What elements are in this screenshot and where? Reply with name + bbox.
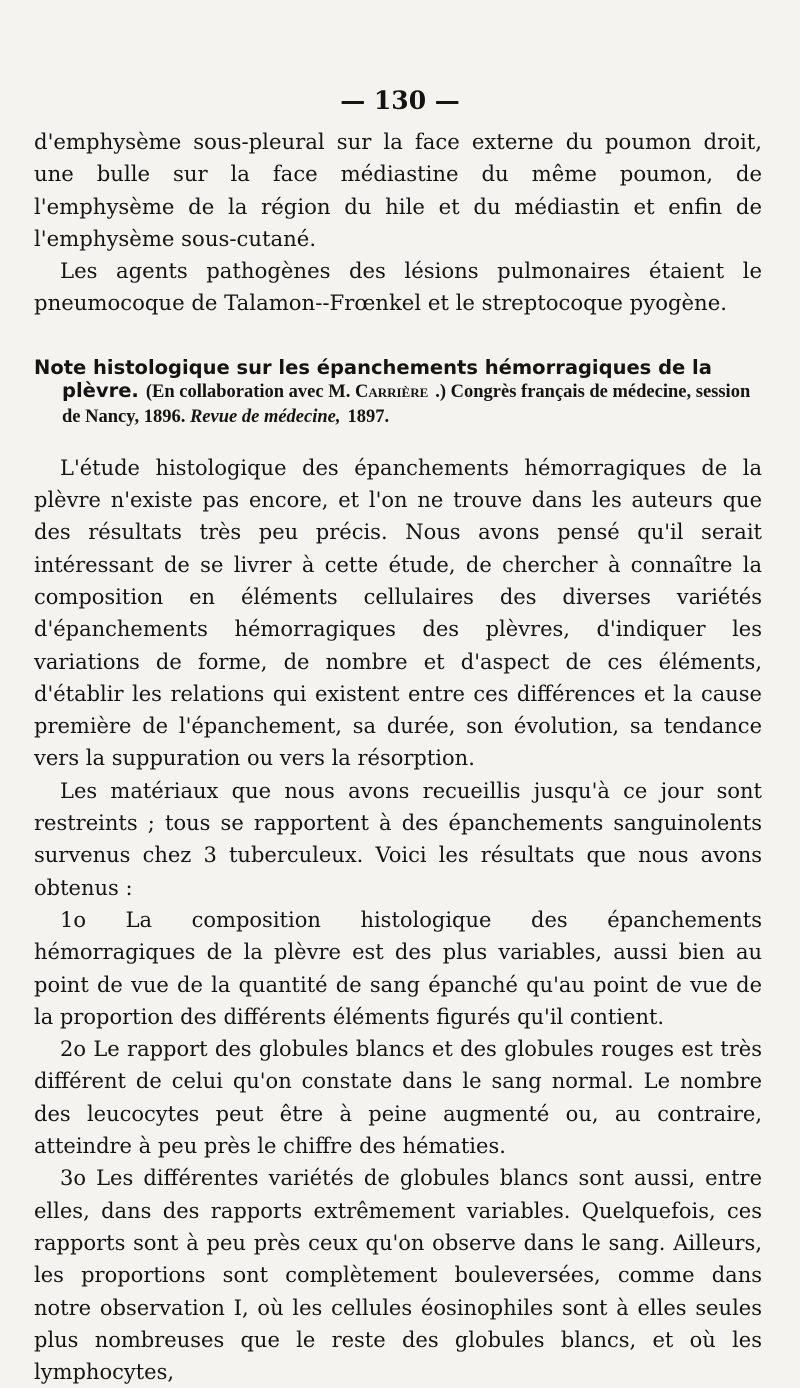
opening-paragraph: d'emphysème sous-pleural sur la face externe du poumon droit, une bulle sur la face médiastine du même poumon, de l'emphysème de la région du hile et du médiastin et enfin de l'emphysème sous-cutané. [34, 129, 762, 251]
note-year: 1897. [347, 406, 390, 427]
note-journal: Revue de médecine, [189, 406, 341, 427]
note-header [34, 356, 762, 429]
note-citation [34, 356, 762, 429]
body-paragraph: Les matériaux que nous avons recueillis jusqu'à ce jour sont restreints ; tous se rapportent à des épanchements sanguinolents survenus chez 3 tuberculeux. Voici les résultats que nous avons obtenus : [34, 778, 762, 900]
numbered-point: 2o Le rapport des globules blancs et des globules rouges est très différent de celui qu'on constate dans le sang normal. Le nombre des leucocytes peut être à peine augmenté ou, au contraire, atteindre à peu près le chiffre des hématies. [34, 1037, 762, 1159]
agents-paragraph: Les agents pathogènes des lésions pulmonaires étaient le pneumocoque de Talamon--Frœnkel et le streptocoque pyogène. [34, 258, 762, 316]
numbered-point: 1o La composition histologique des épanchements hémorragiques de la plèvre est des plus variables, aussi bien au point de vue de la quantité de sang épanché qu'au point de vue de la proportion des différents éléments figurés qu'il contient. [34, 907, 762, 1029]
note-collab-name: Carrière [354, 381, 429, 402]
body-paragraph: L'étude histologique des épanchements hémorragiques de la plèvre n'existe pas encore, et l'on ne trouve dans les auteurs que des résultats très peu précis. Nous avons pensé qu'il serait intéressant de se livrer à cette étude, de chercher à connaître la composition en éléments cellulaires des diverses variétés d'épanchements hémorragiques des plèvres, d'indiquer les variations de forme, de nombre et d'aspect de ces éléments, d'établir les relations qui existent entre ces différences et la cause première de l'épanchement, sa durée, son évolution, sa tendance vers la suppuration ou vers la résorption. [34, 455, 762, 771]
numbered-point: 3o Les différentes variétés de globules blancs sont aussi, entre elles, dans des rapports extrêmement variables. Quelquefois, ces rapports sont à peu près ceux qu'on observe dans le sang. Ailleurs, les proportions sont complètement bouleversées, comme dans notre observation I, où les cellules éosinophiles sont à elles seules plus nombreuses que le reste des globules blancs, et où les lymphocytes, [34, 1166, 762, 1385]
note-title: Note histologique sur les épanchements hémorragiques de la plèvre. [34, 355, 712, 402]
note-collab-suffix: .) Congrès français de médecine, session de Nancy, 1896. [62, 381, 751, 427]
opening-section [34, 126, 762, 320]
body-section [34, 452, 762, 1388]
note-collab-prefix: (En collaboration avec M. [145, 381, 355, 402]
page-number: — 130 — [340, 86, 460, 115]
